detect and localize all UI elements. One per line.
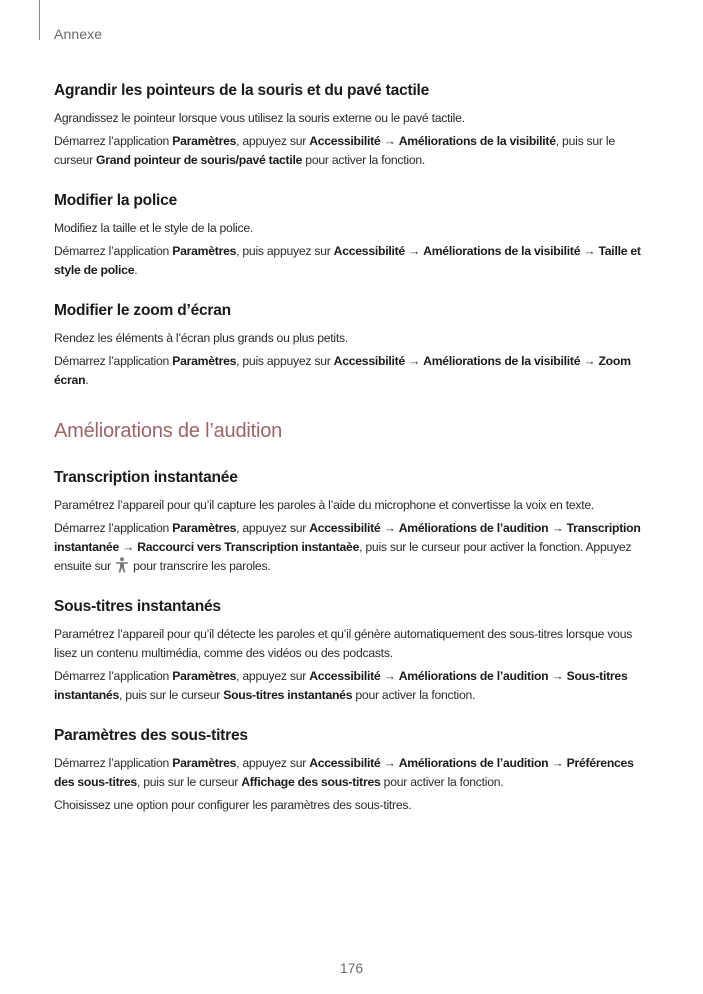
subsection-title: Modifier la police xyxy=(54,192,178,209)
subsection-caption-settings xyxy=(54,727,654,815)
accessibility-person-icon xyxy=(115,557,129,573)
page-content xyxy=(54,82,654,837)
steps-text: Démarrez l’application Paramètres, puis appuyez sur Accessibilité → Améliorations de la visibilité → Zoom écran. xyxy=(54,354,631,387)
subsection-font xyxy=(54,192,654,280)
steps-text: Démarrez l’application Paramètres, puis appuyez sur Accessibilité → Améliorations de la visibilité → Taille et style de police. xyxy=(54,244,641,277)
subsection-title: Transcription instantanée xyxy=(54,469,238,486)
header-rule xyxy=(39,0,40,40)
intro-text: Agrandissez le pointeur lorsque vous utilisez la souris externe ou le pavé tactile. xyxy=(54,111,465,125)
subsection-title: Modifier le zoom d’écran xyxy=(54,302,231,319)
header-label: Annexe xyxy=(54,26,103,42)
subsection-screen-zoom xyxy=(54,302,654,390)
subsection-title: Agrandir les pointeurs de la souris et du pavé tactile xyxy=(54,82,430,99)
subsection-live-transcribe xyxy=(54,469,654,576)
intro-text: Paramétrez l’appareil pour qu’il détecte les paroles et qu’il génère automatiquement des sous-titres lorsque vous lisez un contenu multimédia, comme des vidéos ou des podcasts. xyxy=(54,627,633,660)
intro-text: Paramétrez l’appareil pour qu’il capture les paroles à l’aide du microphone et convertisse la voix en texte. xyxy=(54,498,595,512)
steps-text: Démarrez l’application Paramètres, appuyez sur Accessibilité → Améliorations de l’audition → Sous-titres instantanés, puis sur le curseur Sous-titres instantanés pour activer la fonction. xyxy=(54,669,628,702)
intro-text: Rendez les éléments à l’écran plus grands ou plus petits. xyxy=(54,331,348,345)
steps-text: Démarrez l’application Paramètres, appuyez sur Accessibilité → Améliorations de la visibilité, puis sur le curseur Grand pointeur de souris/pavé tactile pour activer la fonction. xyxy=(54,134,615,167)
steps-text: Démarrez l’application Paramètres, appuyez sur Accessibilité → Améliorations de l’audition → Transcription instantanée → Raccourci vers Transcription instantaèe, puis sur le curseur pour activer la fonction. Appuyez ensuite sur pour transcrire les paroles. xyxy=(54,521,641,573)
subsection-title: Sous-titres instantanés xyxy=(54,598,221,615)
outro-text: Choisissez une option pour configurer les paramètres des sous-titres. xyxy=(54,798,412,812)
page-number: 176 xyxy=(339,960,364,976)
steps-text: Démarrez l’application Paramètres, appuyez sur Accessibilité → Améliorations de l’audition → Préférences des sous-titres, puis sur le curseur Affichage des sous-titres pour activer la fonction. xyxy=(54,756,634,789)
subsection-title: Paramètres des sous-titres xyxy=(54,727,248,744)
intro-text: Modifiez la taille et le style de la police. xyxy=(54,221,254,235)
subsection-live-captions xyxy=(54,598,654,705)
section-title-audition: Améliorations de l’audition xyxy=(54,420,283,442)
subsection-mouse-pointer xyxy=(54,82,654,170)
